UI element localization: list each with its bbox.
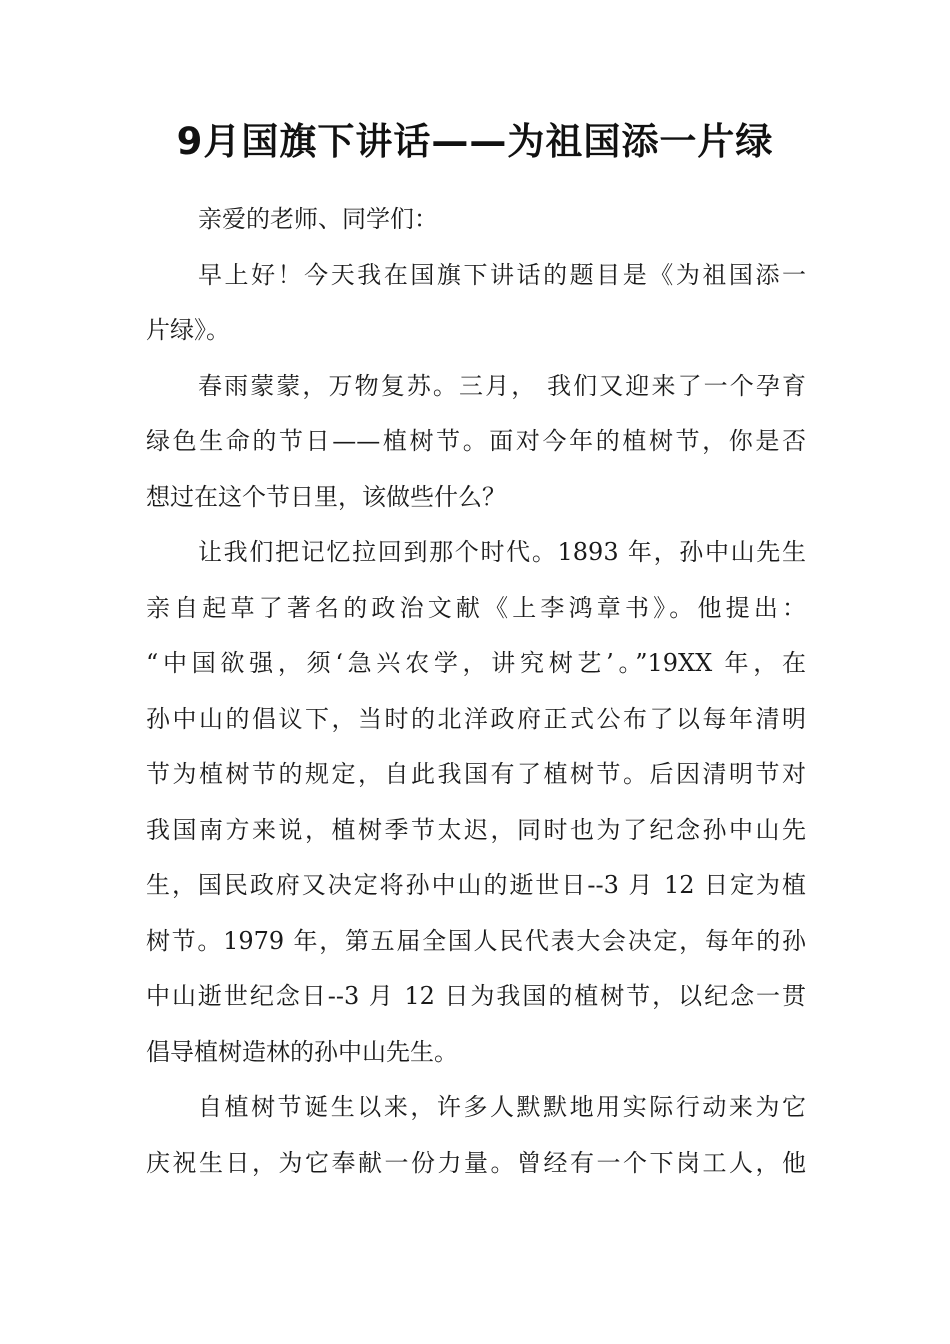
paragraph-line: 树节。1979 年，第五届全国人民代表大会决定，每年的孙 xyxy=(146,926,806,955)
paragraph-line: 早上好！今天我在国旗下讲话的题目是《为祖国添一 xyxy=(198,260,806,289)
paragraph-line: 庆祝生日，为它奉献一份力量。曾经有一个下岗工人，他 xyxy=(146,1148,806,1177)
document-body xyxy=(146,192,806,1191)
paragraph-line: 自植树节诞生以来，许多人默默地用实际行动来为它 xyxy=(198,1093,806,1121)
paragraph-greeting xyxy=(146,192,806,248)
document-title: 9月国旗下讲话——为祖国添一片绿 xyxy=(176,120,774,163)
paragraph-line: 倡导植树造林的孙中山先生。 xyxy=(146,1037,458,1066)
paragraph-line: 绿色生命的节日——植树节。面对今年的植树节，你是否 xyxy=(146,427,806,455)
paragraph-line: 孙中山的倡议下，当时的北洋政府正式公布了以每年清明 xyxy=(146,704,806,733)
paragraph-line: “中国欲强，须‘急兴农学，讲究树艺’。”19XX 年，在 xyxy=(146,649,806,677)
paragraph-line: 亲爱的老师、同学们： xyxy=(198,205,438,233)
paragraph-line: 生，国民政府又决定将孙中山的逝世日--3 月 12 日定为植 xyxy=(146,871,806,899)
paragraph-line: 片绿》。 xyxy=(146,316,230,344)
paragraph-line: 我国南方来说，植树季节太迟，同时也为了纪念孙中山先 xyxy=(146,815,806,844)
paragraph-opening xyxy=(146,248,806,359)
paragraph-line: 亲自起草了著名的政治文献《上李鸿章书》。他提出： xyxy=(146,593,806,622)
paragraph-line: 想过在这个节日里，该做些什么？ xyxy=(146,482,506,511)
paragraph-line: 节为植树节的规定，自此我国有了植树节。后因清明节对 xyxy=(146,760,806,788)
paragraph-line: 春雨蒙蒙，万物复苏。三月， 我们又迎来了一个孕育 xyxy=(198,371,806,400)
paragraph-line: 让我们把记忆拉回到那个时代。1893 年，孙中山先生 xyxy=(198,538,806,566)
paragraph-history xyxy=(146,525,806,1080)
paragraph-spring xyxy=(146,359,806,526)
paragraph-since xyxy=(146,1080,806,1191)
paragraph-line: 中山逝世纪念日--3 月 12 日为我国的植树节，以纪念一贯 xyxy=(146,982,806,1010)
